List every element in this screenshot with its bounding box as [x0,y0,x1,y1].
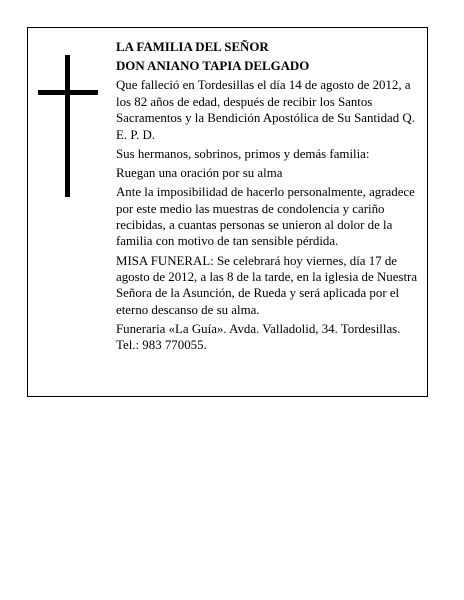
funeral-home: Funeraria «La Guía». Avda. Valladolid, 34. Tordesillas. Tel.: 983 770055. [116,322,401,353]
thanks-paragraph: Ante la imposibilidad de hacerlo personalmente, agradece por este medio las muestras de condolencia y cariño recibidas, a cuantas personas se unieron al dolor de la familia con motivo de tan sensible pérdida. [116,185,415,249]
obituary-text [116,39,426,357]
heading-family: LA FAMILIA DEL SEÑOR [116,40,269,54]
cross-horizontal-bar [38,90,98,95]
cross-vertical-bar [65,55,70,197]
prayer-request: Ruegan una oración por su alma [116,166,283,181]
cross-icon [38,55,98,197]
heading-deceased-name: DON ANIANO TAPIA DELGADO [116,59,310,74]
obituary-notice [27,27,428,397]
funeral-mass: MISA FUNERAL: Se celebrará hoy viernes, día 17 de agosto de 2012, a las 8 de la tarde, en la iglesia de Nuestra Señora de la Asunción, de Rueda y será aplicada por el eterno descanso de su alma. [116,253,418,317]
family-mention: Sus hermanos, sobrinos, primos y demás familia: [116,146,370,161]
death-announcement: Que falleció en Tordesillas el día 14 de agosto de 2012, a los 82 años de edad, después de recibir los Santos Sacramentos y la Bendición Apostólica de Su Santidad Q. E. P. D. [116,78,415,142]
